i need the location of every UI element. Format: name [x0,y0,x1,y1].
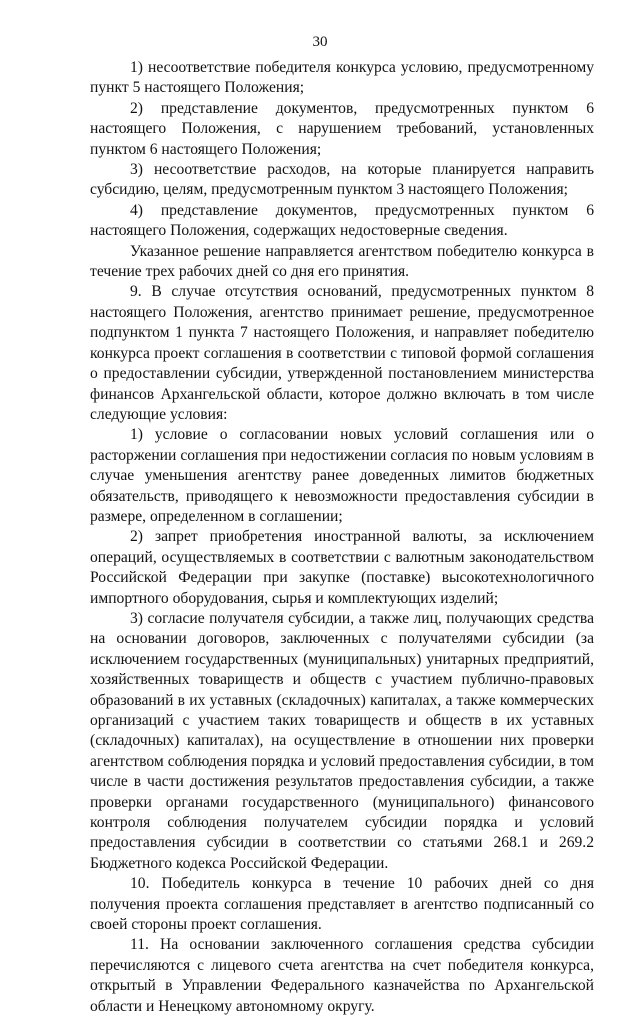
paragraph-9-condition-2: 2) запрет приобретения иностранной валюты, за исключением операций, осуществляемых в соответствии с валютным законодательством Российской Федерации при закупке (поставке) высокотехнологичного импортного оборудования, сырья и комплектующих изделий; [90,528,594,607]
paragraph-condition-1: 1) несоответствие победителя конкурса условию, предусмотренному пункт 5 настоящего Положения; [90,59,594,97]
paragraph-item-9: 9. В случае отсутствия оснований, предусмотренных пунктом 8 настоящего Положения, агентство принимает решение, предусмотренное подпунктом 1 пункта 7 настоящего Положения, и направляет победителю конкурса проект соглашения в соответствии с типовой формой соглашения о предоставлении субсидии, утвержденной постановлением министерства финансов Архангельской области, которое должно включать в том числе следующие условия: [90,283,594,423]
paragraph-item-11: 11. На основании заключенного соглашения средства субсидии перечисляются с лицевого счета агентства на счет победителя конкурса, открытый в Управлении Федерального казначейства по Архангельской области и Ненецкому автономному округу. [90,936,594,1015]
page-number: 30 [312,34,328,50]
paragraph-condition-3: 3) несоответствие расходов, на которые планируется направить субсидию, целям, предусмотренным пунктом 3 настоящего Положения; [90,161,594,199]
paragraph-decision-notice: Указанное решение направляется агентством победителю конкурса в течение трех рабочих дней со дня его принятия. [90,242,594,281]
document-body [90,58,594,1017]
paragraph-9-condition-3: 3) согласие получателя субсидии, а также лиц, получающих средства на основании договоров, заключенных с получателями субсидии (за исключением государственных (муниципальных) унитарных предприятий, хозяйственных товариществ и обществ с участием публично-правовых образований в их уставных (складочных) капиталах, а также коммерческих организаций с участием таких товариществ и обществ в их уставных (складочных) капиталах), на осуществление в отношении них проверки агентством соблюдения порядка и условий предоставления субсидии, в том числе в части достижения результатов предоставления субсидии, а также проверки органами государственного (муниципального) финансового контроля соблюдения получателем субсидии порядка и условий предоставления субсидии в соответствии со статьями 268.1 и 269.2 Бюджетного кодекса Российской Федерации. [90,609,594,872]
paragraph-item-10: 10. Победитель конкурса в течение 10 рабочих дней со дня получения проекта соглашения представляет в агентство подписанный со своей стороны проект соглашения. [90,875,594,934]
paragraph-condition-2: 2) представление документов, предусмотренных пунктом 6 настоящего Положения, с нарушением требований, установленных пунктом 6 настоящего Положения; [90,99,594,158]
paragraph-9-condition-1: 1) условие о согласовании новых условий соглашения или о расторжении соглашения при недостижении согласия по новым условиям в случае уменьшения агентству ранее доведенных лимитов бюджетных обязательств, приводящего к невозможности предоставления субсидии в размере, определенном в соглашении; [90,426,594,525]
paragraph-condition-4: 4) представление документов, предусмотренных пунктом 6 настоящего Положения, содержащих недостоверные сведения. [90,201,594,240]
